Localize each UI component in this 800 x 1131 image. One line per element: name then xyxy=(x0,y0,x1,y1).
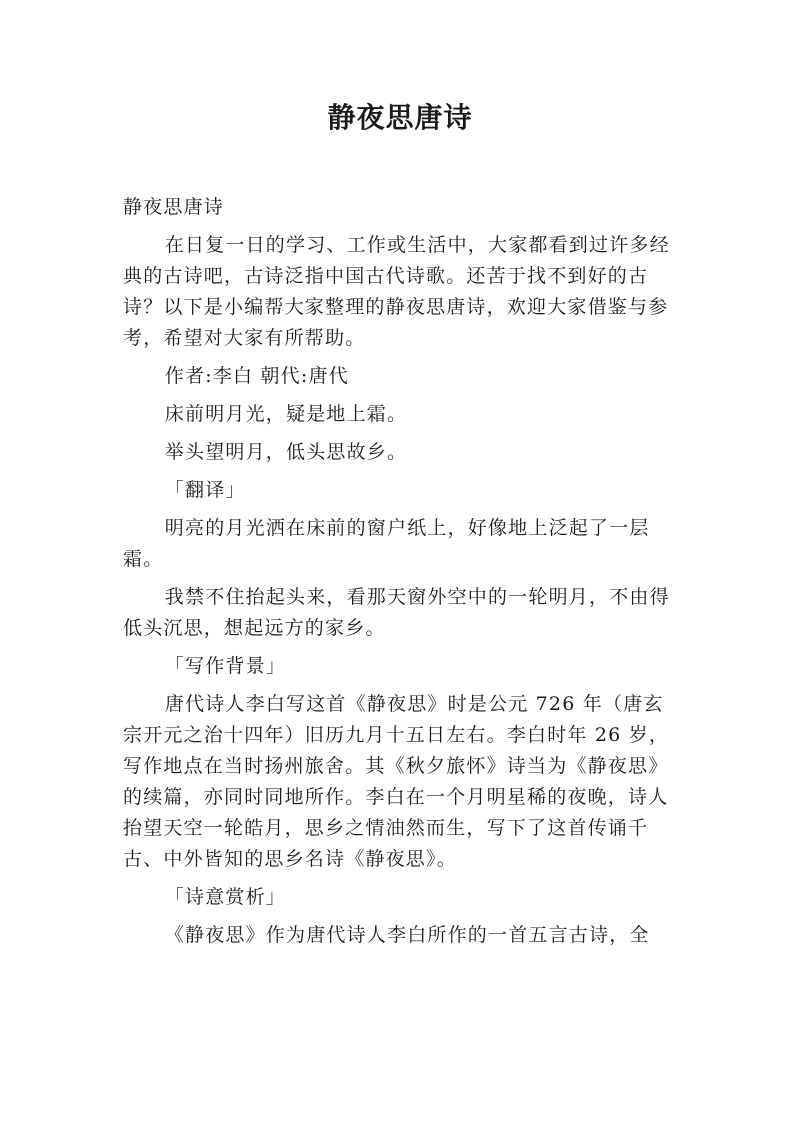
translation-paragraph-1: 明亮的月光洒在床前的窗户纸上，好像地上泛起了一层霜。 xyxy=(123,517,650,570)
poem-line-2: 举头望明月，低头思故乡。 xyxy=(164,441,408,463)
translation-heading: 「翻译」 xyxy=(164,479,246,501)
background-heading: 「写作背景」 xyxy=(164,655,286,677)
section-heading: 静夜思唐诗 xyxy=(123,196,225,218)
translation-paragraph-2: 我禁不住抬起头来，看那天窗外空中的一轮明月，不由得低头沉思，想起远方的家乡。 xyxy=(123,586,670,639)
author-line: 作者:李白 朝代:唐代 xyxy=(164,365,349,387)
poem-line-1: 床前明月光，疑是地上霜。 xyxy=(164,403,408,425)
document-body xyxy=(123,192,683,958)
appreciation-heading: 「诗意赏析」 xyxy=(164,886,286,908)
intro-paragraph: 在日复一日的学习、工作或生活中，大家都看到过许多经典的古诗吧，古诗泛指中国古代诗歌。还苦于找不到好的古诗？以下是小编帮大家整理的静夜思唐诗，欢迎大家借鉴与参考，希望对大家有所帮助。 xyxy=(123,234,670,349)
background-paragraph: 唐代诗人李白写这首《静夜思》时是公元 726 年（唐玄宗开元之治十四年）旧历九月十五日左右。李白时年 26 岁，写作地点在当时扬州旅舍。其《秋夕旅怀》诗当为《静夜思》的续篇，亦同时同地所作。李白在一个月明星稀的夜晚，诗人抬望天空一轮皓月，思乡之情油然而生，写下了这首传诵千古、中外皆知的思乡名诗《静夜思》。 xyxy=(123,693,670,870)
document-title: 静夜思唐诗 xyxy=(327,101,473,134)
appreciation-paragraph: 《静夜思》作为唐代诗人李白所作的一首五言古诗，全 xyxy=(164,924,650,946)
